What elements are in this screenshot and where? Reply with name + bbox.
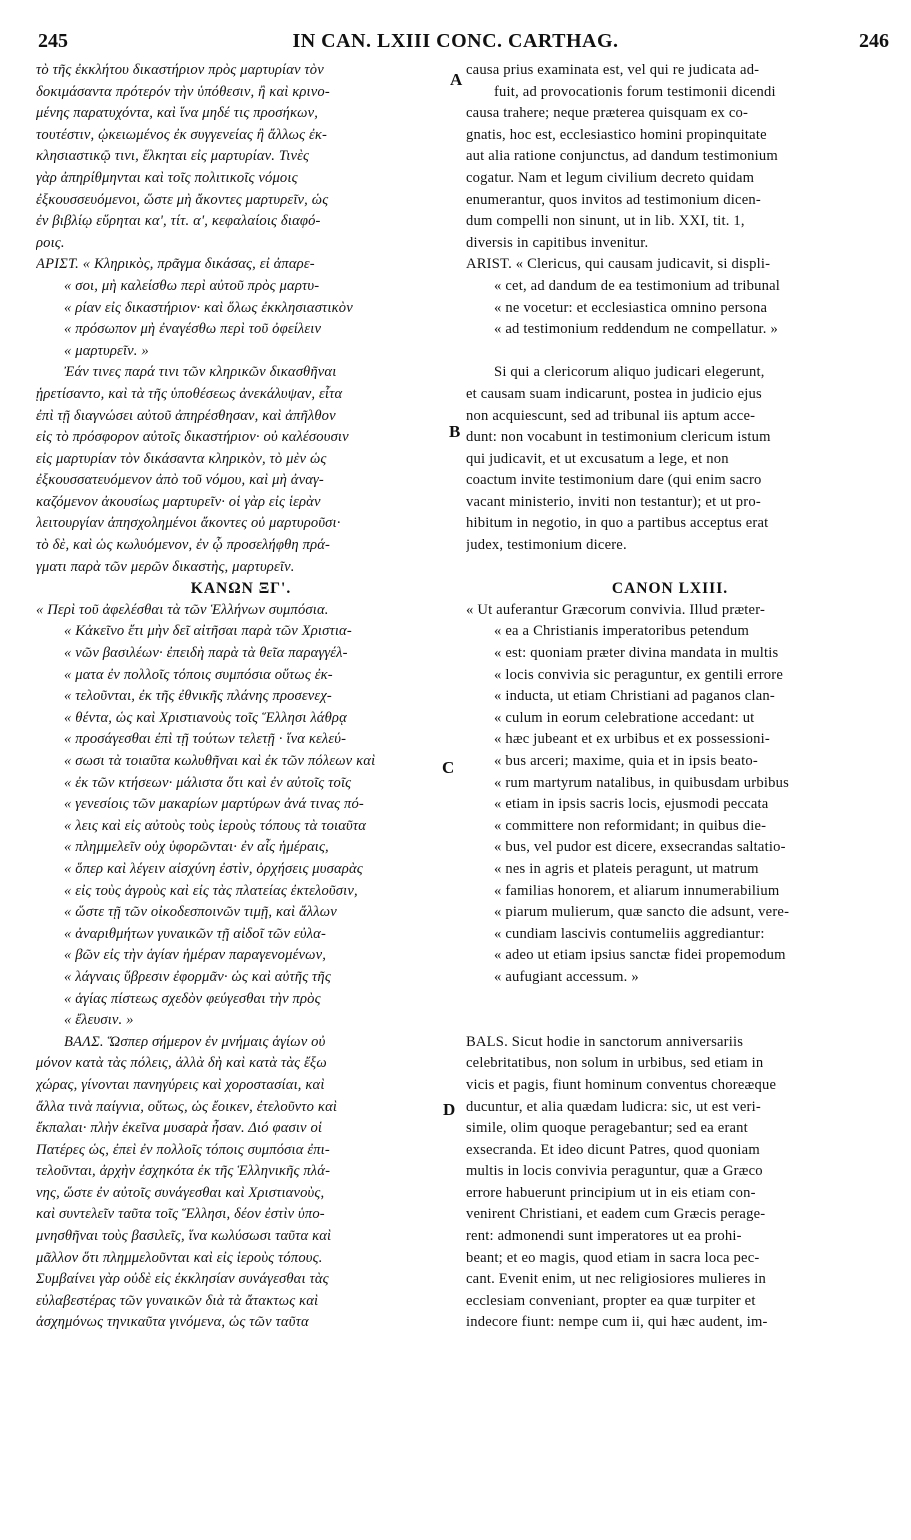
latin-text-line: enumerantur, quos invitos ad testimonium dicen- xyxy=(466,191,761,208)
greek-text-line: « μαρτυρεῖν. » xyxy=(64,342,149,359)
latin-text-line: fuit, ad provocationis forum testimonii dicendi xyxy=(494,83,776,100)
greek-text-line: τουτέστιν, ᾠκειωμένος ἐκ συγγενείας ἢ ἄλλως ἐκ- xyxy=(36,126,328,143)
latin-text-line: « bus, vel pudor est dicere, exsecrandas saltatio- xyxy=(494,839,786,856)
latin-text-line: dum compelli non sinunt, ut in lib. XXI, tit. 1, xyxy=(466,213,745,230)
greek-text-line: ροις. xyxy=(36,234,65,251)
latin-text-line: simile, olim quoque peragebantur; sed ea erant xyxy=(466,1120,748,1137)
greek-text-line: « ματα ἐν πολλοῖς τόποις συμπόσια οὕτως ἐκ- xyxy=(64,666,333,683)
latin-text-line: « bus arceri; maxime, quia et in ipsis beato- xyxy=(494,753,758,769)
latin-text-line: ducuntur, et alia quædam ludicra: sic, ut est veri- xyxy=(466,1098,761,1115)
latin-text-line: non acquiescunt, sed ad tribunal iis aptum acce- xyxy=(466,407,756,424)
greek-text-line: Πατέρες ὡς, ἐπεὶ ἐν πολλοῖς τόποις συμπόσια ἐπι- xyxy=(36,1141,330,1158)
latin-text-line: ecclesiam conveniant, propter ea quæ turpiter et xyxy=(466,1292,756,1309)
latin-text-line: errore habuerunt principium ut in eis etiam con- xyxy=(466,1184,756,1201)
right-page-number: 246 xyxy=(859,30,889,52)
greek-text-line: εἰς τὸ πρόσφορον αὐτοῖς δικαστήριον· οὐ καλέσουσιν xyxy=(36,429,349,446)
page-header xyxy=(18,8,893,52)
latin-text-line: rent: admonendi sunt imperatores ut ea prohi- xyxy=(466,1228,742,1245)
latin-text-line: « piarum mulierum, quæ sancto die adsunt, vere- xyxy=(494,904,790,921)
latin-text-line: vacant ministerio, inviti non testantur); et ut pro- xyxy=(466,493,761,510)
latin-text-line: celebritatibus, non solum in urbibus, sed etiam in xyxy=(466,1055,764,1072)
greek-text-line: γματι παρὰ τῶν μερῶν δικαστὴς, μαρτυρεῖν. xyxy=(36,558,295,575)
latin-text-line: beant; et eo magis, quod etiam in sacra loca pec- xyxy=(466,1249,760,1266)
latin-text-line: judex, testimonium dicere. xyxy=(466,537,627,554)
latin-text-line: indecore fiunt: nempe cum ii, qui hæc audent, im- xyxy=(466,1314,768,1331)
latin-text-line: « familias honorem, et aliarum innumerabilium xyxy=(494,882,780,899)
margin-marker-a: A xyxy=(450,70,463,89)
greek-text-line: νης, ὥστε ἐν αὐτοῖς συνάγεσθαι καὶ Χριστιανοὺς, xyxy=(36,1184,325,1201)
greek-text-line: ᾑρετίσαντο, καὶ τὰ τῆς ὑποθέσεως ἀνεκάλυψαν, εἶτα xyxy=(36,385,343,402)
greek-text-line: ἀσχημόνως τηνικαῦτα γινόμενα, ὡς τῶν ταῦτα xyxy=(36,1314,309,1331)
greek-text-line: ΒΑΛΣ. Ὥσπερ σήμερον ἐν μνήμαις ἁγίων οὐ xyxy=(64,1033,326,1050)
greek-text-line: « ρίαν εἰς δικαστήριον· καὶ ὅλως ἐκκλησιαστικὸν xyxy=(64,299,353,316)
latin-text-line: BALS. Sicut hodie in sanctorum anniversariis xyxy=(466,1033,744,1050)
greek-text-line: « ὅπερ καὶ λέγειν αἰσχύνη ἐστὶν, ὀρχήσεις μυσαρὰς xyxy=(64,860,363,877)
greek-text-line: « εἰς τοὺς ἀγροὺς καὶ εἰς τὰς πλατείας ἐκτελοῦσιν, xyxy=(64,882,358,899)
greek-text-line: τὸ δὲ, καὶ ὡς κωλυόμενον, ἐν ᾧ προσελήφθη πρά- xyxy=(36,537,331,554)
greek-text-line: καζόμενον ἀκουσίως μαρτυρεῖν· οἱ γὰρ εἰς ἱερὰν xyxy=(36,493,321,510)
latin-text-line: « ad testimonium reddendum ne compellatur. » xyxy=(494,321,778,338)
latin-text-line: Si qui a clericorum aliquo judicari elegerunt, xyxy=(494,364,765,381)
latin-text-line: « adeo ut etiam ipsius sanctæ fidei propemodum xyxy=(494,947,786,964)
greek-text-line: « σωσι τὰ τοιαῦτα κωλυθῆναι καὶ ἐκ τῶν πόλεων καὶ xyxy=(64,753,376,769)
latin-text-line: « ne vocetur: et ecclesiastica omnino persona xyxy=(494,299,768,316)
greek-text-line: μόνον κατὰ τὰς πόλεις, ἀλλὰ δὴ καὶ κατὰ τὰς ἔξω xyxy=(36,1055,327,1072)
latin-text-line xyxy=(466,989,874,1011)
greek-text-line: ἐπὶ τῇ διαγνώσει αὐτοῦ ἀπηρέσθησαν, καὶ ἀπῆλθον xyxy=(36,407,336,424)
latin-text-line: vicis et pagis, fiunt hominum conventus choreæque xyxy=(466,1076,777,1093)
greek-text-line: « πλημμελεῖν οὐχ ὑφορῶνται· ἐν αἷς ἡμέραις, xyxy=(64,839,329,856)
greek-text-line: « σοι, μὴ καλείσθω περὶ αὐτοῦ πρὸς μαρτυ- xyxy=(64,277,320,294)
latin-text-line: hibitum in negotio, in quo a partibus acceptus erat xyxy=(466,515,769,532)
left-page-number: 245 xyxy=(38,30,68,52)
latin-text-line: diversis in capitibus invenitur. xyxy=(466,234,649,251)
latin-text-line: « nes in agris et plateis peragunt, ut matrum xyxy=(494,860,759,877)
running-title: IN CAN. LXIII CONC. CARTHAG. xyxy=(292,30,619,52)
latin-text-line: « aufugiant accessum. » xyxy=(494,968,639,985)
greek-text-line: ἐξκουσσατευόμενον ἀπὸ τοῦ νόμου, καὶ μὴ ἀναγ- xyxy=(36,472,324,489)
greek-text-line: ΑΡΙΣΤ. « Κληρικὸς, πρᾶγμα δικάσας, εἰ ἀπαρε- xyxy=(36,256,315,273)
greek-text-line: εὐλαβεστέρας τῶν γυναικῶν διὰ τὰ ἄτακτως καὶ xyxy=(36,1292,319,1309)
latin-text-line: exsecranda. Et ideo dicunt Patres, quod quoniam xyxy=(466,1141,760,1158)
latin-text-line: et causam suam indicarunt, postea in judicio ejus xyxy=(466,385,762,402)
greek-text-line: « γενεσίοις τῶν μακαρίων μαρτύρων ἀνά τινας πό- xyxy=(64,796,364,813)
greek-text-line: ἐξκουσσευόμενοι, ὥστε μὴ ἄκοντες μαρτυρεῖν, ὡς xyxy=(36,191,329,208)
greek-text-line: μένης παρατυχόντα, καὶ ἵνα μηδέ τις προσήκων, xyxy=(36,105,319,122)
latin-text-line xyxy=(466,557,874,579)
latin-text-line: « ea a Christianis imperatoribus petendum xyxy=(494,623,750,640)
greek-text-line: « τελοῦνται, ἐκ τῆς ἐθνικῆς πλάνης προσενεχ- xyxy=(64,688,332,705)
greek-text-line: Συμβαίνει γὰρ οὐδὲ εἰς ἐκκλησίαν συνάγεσθαι τὰς xyxy=(36,1271,329,1288)
latin-text-line: qui judicavit, et ut excusatum a lege, et non xyxy=(466,450,729,467)
greek-text-line: « βῶν εἰς τὴν ἁγίαν ἡμέραν παραγενομένων, xyxy=(64,947,327,964)
latin-text-line: multis in locis convivia peraguntur, quæ a Græco xyxy=(466,1163,763,1180)
latin-text-line: causa trahere; neque præterea quisquam ex co- xyxy=(466,105,749,122)
greek-text-line: « θέντα, ὡς καὶ Χριστιανοὺς τοῖς Ἕλλησι λάθρᾳ xyxy=(64,709,347,726)
greek-text-line: « λάγναις ὕβρεσιν ἐφορμᾶν· ὡς καὶ αὐτῆς τῆς xyxy=(64,968,331,985)
greek-text-line: « νῶν βασιλέων· ἐπειδὴ παρὰ τὰ θεῖα παραγγέλ- xyxy=(64,645,348,662)
latin-text-line: « cundiam lascivis contumeliis aggrediantur: xyxy=(494,925,765,942)
greek-text-line: λειτουργίαν ἀπησχολημένοι ἄκοντες οὐ μαρτυροῦσι· xyxy=(36,515,341,532)
latin-text-line: « Ut auferantur Græcorum convivia. Illud præter- xyxy=(466,601,766,618)
greek-text-line: εἰς μαρτυρίαν τὸν δικάσαντα κληρικὸν, τὸ μὲν ὡς xyxy=(36,450,327,467)
latin-text-line: « committere non reformidant; in quibus die- xyxy=(494,817,767,834)
margin-marker-b: B xyxy=(449,422,461,441)
greek-text-line: κλησιαστικῷ τινι, ἕλκηται εἰς μαρτυρίαν. Τινὲς xyxy=(36,148,310,165)
latin-text-line: aut alia ratione conjunctus, ad dandum testimonium xyxy=(466,148,778,165)
canon-heading: CANON LXIII. xyxy=(611,580,729,598)
latin-text-line: ARIST. « Clericus, qui causam judicavit, si displi- xyxy=(466,256,771,273)
greek-text-line: « ἐκ τῶν κτήσεων· μάλιστα ὅτι καὶ ἐν αὐτοῖς τοῖς xyxy=(64,774,352,791)
greek-text-line: γὰρ ἀπηρίθμηνται καὶ τοῖς πολιτικοῖς νόμοις xyxy=(36,169,298,186)
greek-text-line: « ἔλευσιν. » xyxy=(64,1012,134,1029)
latin-text-line: cogatur. Nam et legum civilium decreto quidam xyxy=(466,169,755,186)
latin-text-column xyxy=(466,60,874,1334)
greek-text-line: δοκιμάσαντα πρότερόν τὴν ὑπόθεσιν, ἢ καὶ κρινο- xyxy=(36,83,330,100)
latin-text-line: cant. Evenit enim, ut nec religiosiores mulieres in xyxy=(466,1271,766,1288)
greek-text-line: χώρας, γίνονται πανηγύρεις καὶ χοροστασίαι, καὶ xyxy=(36,1076,325,1093)
greek-text-line: « ὥστε τῇ τῶν οἰκοδεσποινῶν τιμῇ, καὶ ἄλλων xyxy=(64,904,337,921)
greek-text-line: « πρόσωπον μὴ ἐναγέσθω περὶ τοῦ ὀφείλειν xyxy=(64,321,322,338)
latin-text-line: gnatis, hoc est, ecclesiastico homini propinquitate xyxy=(466,126,767,143)
latin-text-line: dunt: non vocabunt in testimonium clericum istum xyxy=(466,429,771,446)
greek-text-line: « ἁγίας πίστεως σχεδὸν φεύγεσθαι τὴν πρὸς xyxy=(64,990,321,1007)
greek-text-line: Ἐάν τινες παρά τινι τῶν κληρικῶν δικασθῆναι xyxy=(64,364,337,381)
canon-heading: ΚΑΝΩΝ ΞΓ'. xyxy=(190,580,292,598)
greek-text-line: « ἀναριθμήτων γυναικῶν τῇ αἰδοῖ τῶν εὐλα- xyxy=(64,925,326,942)
greek-text-line: μνησθῆναι τοὺς βασιλεῖς, ἵνα κωλύσωσι ταῦτα καὶ xyxy=(36,1228,332,1245)
margin-marker-d: D xyxy=(443,1100,456,1119)
greek-text-line: τελοῦνται, ἀρχὴν ἐσχηκότα ἐκ τῆς Ἑλληνικῆς πλά- xyxy=(36,1163,331,1180)
latin-text-line xyxy=(466,341,874,363)
greek-text-line: « λεις καὶ εἰς αὐτοὺς τοὺς ἱεροὺς τόπους τὰ τοιαῦτα xyxy=(64,817,367,834)
greek-text-line: « Κἀκεῖνο ἔτι μὴν δεῖ αἰτῆσαι παρὰ τῶν Χριστια- xyxy=(64,623,352,640)
greek-text-line: μᾶλλον ὅτι πλημμελοῦνται καὶ εἰς ἱεροὺς τόπους. xyxy=(36,1249,323,1266)
latin-text-line: « locis convivia sic peraguntur, ex gentili errore xyxy=(494,666,784,683)
latin-text-line: venirent Christiani, et eadem cum Græcis perage- xyxy=(466,1206,766,1223)
latin-text-line: « rum martyrum natalibus, in quibusdam urbibus xyxy=(494,774,789,791)
greek-text-line: ἄλλα τινὰ παίγνια, οὕτως, ὡς ἔοικεν, ἐτελοῦντο καὶ xyxy=(36,1098,338,1115)
latin-text-line: « culum in eorum celebratione accedant: ut xyxy=(494,709,755,726)
latin-text-line: « etiam in ipsis sacris locis, ejusmodi peccata xyxy=(494,796,769,813)
latin-text-line: « inducta, ut etiam Christiani ad paganos clan- xyxy=(494,688,775,705)
latin-text-line: coactum invite testimonium dare (qui enim sacro xyxy=(466,472,762,489)
latin-text-line: « hæc jubeant et ex urbibus et ex possessioni- xyxy=(494,731,770,748)
margin-marker-c: C xyxy=(442,758,455,777)
greek-text-line: « προσάγεσθαι ἐπὶ τῇ τούτων τελετῇ · ἵνα κελεύ- xyxy=(64,731,347,748)
latin-text-line: « est: quoniam præter divina mandata in multis xyxy=(494,645,779,662)
greek-text-line: τὸ τῆς ἐκκλήτου δικαστήριον πρὸς μαρτυρίαν τὸν xyxy=(36,62,324,78)
latin-text-line xyxy=(466,1010,874,1032)
latin-text-line: causa prius examinata est, vel qui re judicata ad- xyxy=(466,62,760,78)
greek-text-column xyxy=(36,60,446,1334)
greek-text-line: ἐν βιβλίῳ εὕρηται κα', τίτ. α', κεφαλαίοις διαφό- xyxy=(36,213,321,230)
latin-text-line: « cet, ad dandum de ea testimonium ad tribunal xyxy=(494,277,780,294)
greek-text-line: ἔκπαλαι· πλὴν ἐκεῖνα μυσαρὰ ἦσαν. Διό φασιν οἱ xyxy=(36,1120,323,1137)
greek-text-line: « Περὶ τοῦ ἀφελέσθαι τὰ τῶν Ἑλλήνων συμπόσια. xyxy=(36,601,329,618)
greek-text-line: καὶ συντελεῖν ταῦτα τοῖς Ἕλλησι, δέον ἐστὶν ὑπο- xyxy=(36,1206,325,1223)
